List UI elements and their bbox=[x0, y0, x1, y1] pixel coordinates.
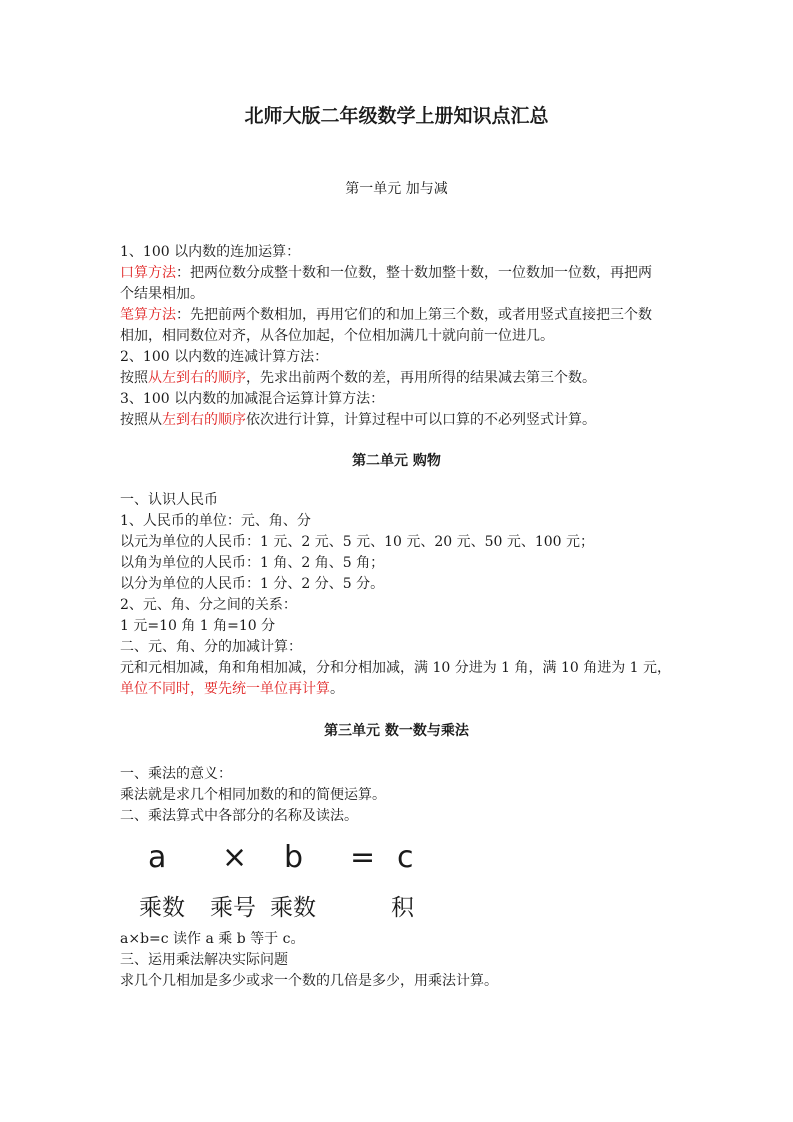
unit1-line-8: 3、100 以内数的加减混合运算计算方法： bbox=[120, 391, 385, 407]
unit3-line-3: 二、乘法算式中各部分的名称及读法。 bbox=[120, 808, 358, 824]
name-times-sign: 乘号 bbox=[210, 895, 256, 921]
unit3-heading: 第三单元 数一数与乘法 bbox=[324, 723, 469, 739]
formula-equals-sign: = bbox=[350, 840, 376, 875]
unit2-line-10-end: 。 bbox=[330, 681, 344, 697]
unit2-line-1: 一、认识人民币 bbox=[120, 492, 218, 508]
unit1-line-9-a: 按照从 bbox=[120, 412, 162, 428]
unit1-line-7-b: ，先求出前两个数的差，再用所得的结果减去第三个数。 bbox=[246, 370, 596, 386]
name-factor-1: 乘数 bbox=[139, 895, 185, 921]
oral-method-label: 口算方法 bbox=[120, 265, 176, 281]
unit1-line-5: 相加，相同数位对齐，从各位加起，个位相加满几十就向前一位进几。 bbox=[120, 328, 554, 344]
formula-c: c bbox=[397, 840, 414, 875]
unit1-line-6: 2、100 以内数的连减计算方法： bbox=[120, 349, 329, 365]
unit1-line-7-a: 按照 bbox=[120, 370, 148, 386]
unit2-line-9: 元和元相加减，角和角相加减，分和分相加减，满 10 分进为 1 角，满 10 角进为 1 元， bbox=[120, 660, 672, 676]
unit2-line-10 bbox=[120, 679, 680, 700]
unit2-line-2: 1、人民币的单位：元、角、分 bbox=[120, 513, 311, 529]
unit3-line-6: 求几个几相加是多少或求一个数的几倍是多少，用乘法计算。 bbox=[120, 973, 498, 989]
multiplication-formula bbox=[0, 836, 793, 880]
unit1-line-4 bbox=[120, 305, 680, 326]
unit3-line-4: a×b=c 读作 a 乘 b 等于 c。 bbox=[120, 931, 305, 947]
unit1-line-9-b: 依次进行计算，计算过程中可以口算的不必列竖式计算。 bbox=[246, 412, 596, 428]
unit2-line-5: 以分为单位的人民币：1 分、2 分、5 分。 bbox=[120, 576, 385, 592]
unit2-line-4: 以角为单位的人民币：1 角、2 角、5 角； bbox=[120, 555, 385, 571]
unit1-line-7 bbox=[120, 368, 680, 389]
formula-b: b bbox=[284, 840, 304, 875]
left-to-right-order-2: 左到右的顺序 bbox=[162, 412, 246, 428]
unit1-content bbox=[120, 242, 680, 431]
oral-method-text: ：把两位数分成整十数和一位数，整十数加整十数，一位数加一位数，再把两 bbox=[176, 265, 652, 281]
unit2-line-3: 以元为单位的人民币：1 元、2 元、5 元、10 元、20 元、50 元、100 元； bbox=[120, 534, 595, 550]
name-product: 积 bbox=[391, 895, 414, 921]
written-method-label: 笔算方法 bbox=[120, 307, 176, 323]
unit1-line-2 bbox=[120, 263, 680, 284]
unit3-line-1: 一、乘法的意义： bbox=[120, 766, 232, 782]
unit3-content-bottom bbox=[120, 929, 680, 992]
unit3-line-5: 三、运用乘法解决实际问题 bbox=[120, 952, 288, 968]
unit2-content bbox=[120, 490, 680, 700]
formula-part-names bbox=[0, 888, 793, 928]
unit3-line-2: 乘法就是求几个相同加数的和的简便运算。 bbox=[120, 787, 386, 803]
written-method-text: ：先把前两个数相加，再用它们的和加上第三个数，或者用竖式直接把三个数 bbox=[176, 307, 652, 323]
formula-a: a bbox=[148, 840, 167, 875]
unit2-heading: 第二单元 购物 bbox=[352, 453, 441, 469]
name-factor-2: 乘数 bbox=[270, 895, 316, 921]
unit2-line-7: 1 元=10 角 1 角=10 分 bbox=[120, 618, 276, 634]
unit1-line-9 bbox=[120, 410, 680, 431]
unit3-content-top bbox=[120, 764, 680, 827]
unit1-line-3: 个结果相加。 bbox=[120, 286, 204, 302]
unit2-line-8: 二、元、角、分的加减计算： bbox=[120, 639, 302, 655]
left-to-right-order: 从左到右的顺序 bbox=[148, 370, 246, 386]
unit1-heading: 第一单元 加与减 bbox=[345, 181, 448, 197]
unify-units-note: 单位不同时，要先统一单位再计算 bbox=[120, 681, 330, 697]
formula-times-sign: × bbox=[222, 840, 248, 875]
document-title: 北师大版二年级数学上册知识点汇总 bbox=[244, 105, 549, 127]
unit1-line-1: 1、100 以内数的连加运算： bbox=[120, 244, 301, 260]
unit2-line-6: 2、元、角、分之间的关系： bbox=[120, 597, 297, 613]
